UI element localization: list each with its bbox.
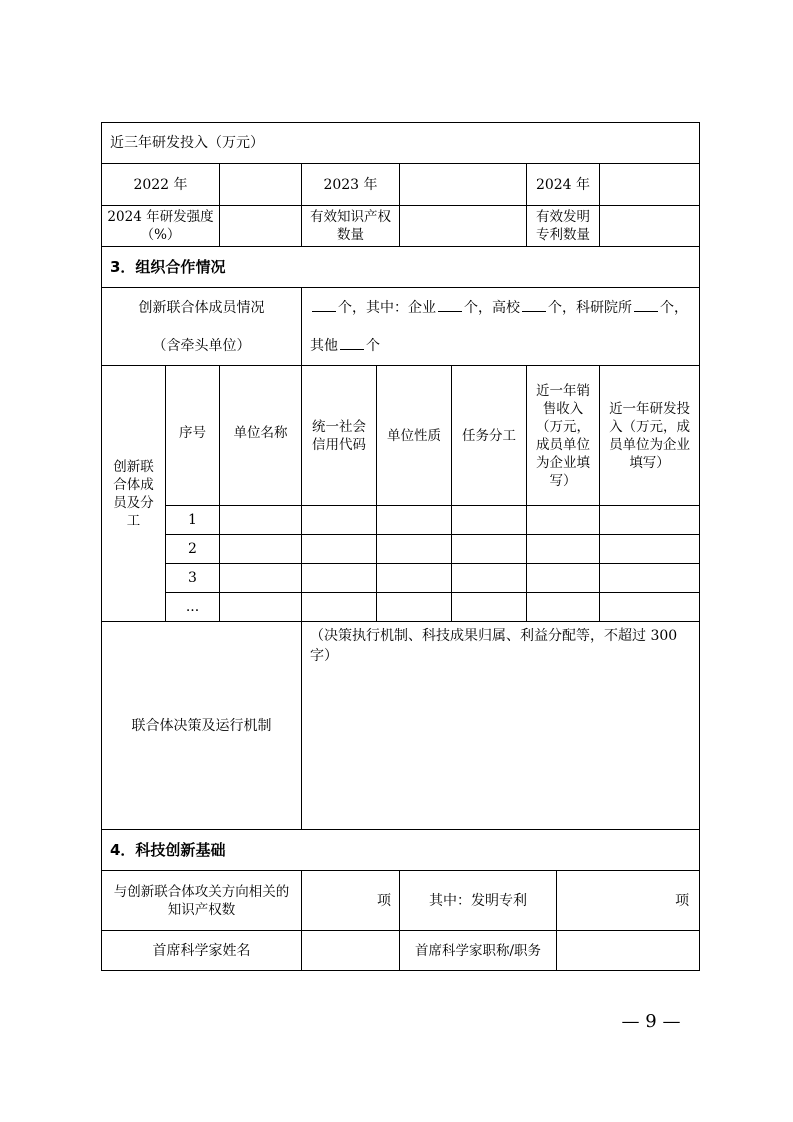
section4-header-row bbox=[102, 830, 700, 871]
year-2024-value[interactable] bbox=[600, 164, 700, 206]
row-seq: 2 bbox=[166, 535, 220, 564]
section3-title: 3．组织合作情况 bbox=[102, 247, 700, 288]
scientist-title-label: 首席科学家职称/职务 bbox=[400, 931, 557, 971]
scientist-name-value[interactable] bbox=[302, 931, 400, 971]
mechanism-row bbox=[102, 622, 700, 830]
year-2022-value[interactable] bbox=[220, 164, 302, 206]
cell-sales[interactable] bbox=[527, 593, 600, 622]
row-seq: ... bbox=[166, 593, 220, 622]
cell-unit-nature[interactable] bbox=[377, 564, 452, 593]
row-seq: 3 bbox=[166, 564, 220, 593]
header-credit-code: 统一社会信用代码 bbox=[302, 366, 377, 506]
related-ip-count-value[interactable] bbox=[302, 871, 400, 931]
rd-metrics-row bbox=[102, 206, 700, 247]
member-unit-comma: 个， bbox=[660, 299, 688, 316]
blank-total[interactable] bbox=[312, 311, 336, 312]
table-row bbox=[102, 506, 700, 535]
division-header-row bbox=[102, 366, 700, 506]
cell-credit-code[interactable] bbox=[302, 564, 377, 593]
header-seq: 序号 bbox=[166, 366, 220, 506]
cell-rd[interactable] bbox=[600, 535, 700, 564]
cell-credit-code[interactable] bbox=[302, 535, 377, 564]
member-info-label-line1: 创新联合体成员情况 bbox=[138, 299, 265, 316]
cell-unit-nature[interactable] bbox=[377, 506, 452, 535]
ip-count-label: 有效知识产权数量 bbox=[302, 206, 400, 247]
member-info-label bbox=[102, 288, 302, 366]
mechanism-text-area[interactable] bbox=[302, 622, 700, 830]
cell-sales[interactable] bbox=[527, 564, 600, 593]
application-form-table bbox=[101, 122, 700, 971]
page-number: — 9 — bbox=[621, 1011, 681, 1032]
cell-task[interactable] bbox=[452, 593, 527, 622]
member-info-label-line2: （含牵头单位） bbox=[152, 337, 251, 354]
table-row bbox=[102, 535, 700, 564]
header-task: 任务分工 bbox=[452, 366, 527, 506]
blank-other[interactable] bbox=[340, 349, 364, 350]
rd-years-row bbox=[102, 164, 700, 206]
year-2023-value[interactable] bbox=[400, 164, 527, 206]
cell-sales[interactable] bbox=[527, 535, 600, 564]
cell-rd[interactable] bbox=[600, 564, 700, 593]
blank-university[interactable] bbox=[522, 311, 546, 312]
related-ip-count-label: 与创新联合体攻关方向相关的知识产权数 bbox=[102, 871, 302, 931]
cell-unit-name[interactable] bbox=[220, 593, 302, 622]
row-seq: 1 bbox=[166, 506, 220, 535]
cell-unit-name[interactable] bbox=[220, 535, 302, 564]
patent-count-label: 有效发明专利数量 bbox=[527, 206, 600, 247]
cell-unit-name[interactable] bbox=[220, 564, 302, 593]
table-row bbox=[102, 593, 700, 622]
member-unit-gaoxiao: 个，高校 bbox=[464, 299, 520, 316]
header-unit-nature: 单位性质 bbox=[377, 366, 452, 506]
patent-count-value[interactable] bbox=[600, 206, 700, 247]
member-info-row bbox=[102, 288, 700, 366]
cell-task[interactable] bbox=[452, 506, 527, 535]
year-2023-label: 2023 年 bbox=[302, 164, 400, 206]
mechanism-label: 联合体决策及运行机制 bbox=[102, 622, 302, 830]
member-unit-keyan: 个，科研院所 bbox=[548, 299, 632, 316]
ip-count-value[interactable] bbox=[400, 206, 527, 247]
cell-rd[interactable] bbox=[600, 593, 700, 622]
section3-header-row bbox=[102, 247, 700, 288]
member-other-label: 其他 bbox=[310, 337, 338, 354]
cell-unit-name[interactable] bbox=[220, 506, 302, 535]
rd-title-row bbox=[102, 123, 700, 164]
scientist-row bbox=[102, 931, 700, 971]
header-unit-name: 单位名称 bbox=[220, 366, 302, 506]
scientist-title-value[interactable] bbox=[557, 931, 700, 971]
header-sales: 近一年销售收入（万元，成员单位为企业填写） bbox=[527, 366, 600, 506]
scientist-name-label: 首席科学家姓名 bbox=[102, 931, 302, 971]
cell-credit-code[interactable] bbox=[302, 593, 377, 622]
cell-unit-nature[interactable] bbox=[377, 535, 452, 564]
cell-credit-code[interactable] bbox=[302, 506, 377, 535]
cell-unit-nature[interactable] bbox=[377, 593, 452, 622]
division-label: 创新联合体成员及分工 bbox=[102, 366, 166, 622]
invention-patent-value[interactable] bbox=[557, 871, 700, 931]
year-2022-label: 2022 年 bbox=[102, 164, 220, 206]
blank-institute[interactable] bbox=[634, 311, 658, 312]
rd-investment-title: 近三年研发投入（万元） bbox=[102, 123, 700, 164]
header-rd: 近一年研发投入（万元，成员单位为企业填写） bbox=[600, 366, 700, 506]
rd-intensity-label: 2024 年研发强度（%） bbox=[102, 206, 220, 247]
section4-title: 4．科技创新基础 bbox=[102, 830, 700, 871]
cell-task[interactable] bbox=[452, 564, 527, 593]
unit-xiang-2: 项 bbox=[675, 892, 690, 909]
cell-rd[interactable] bbox=[600, 506, 700, 535]
member-unit-ge: 个，其中：企业 bbox=[338, 299, 436, 316]
invention-patent-label: 其中：发明专利 bbox=[400, 871, 557, 931]
member-info-desc bbox=[302, 288, 700, 366]
blank-enterprise[interactable] bbox=[438, 311, 462, 312]
unit-xiang: 项 bbox=[377, 892, 391, 909]
year-2024-label: 2024 年 bbox=[527, 164, 600, 206]
mechanism-hint: （决策执行机制、科技成果归属、利益分配等，不超过 300 字） bbox=[310, 628, 678, 664]
rd-intensity-value[interactable] bbox=[220, 206, 302, 247]
member-unit-end: 个 bbox=[366, 337, 380, 354]
cell-sales[interactable] bbox=[527, 506, 600, 535]
ip-count-row bbox=[102, 871, 700, 931]
table-row bbox=[102, 564, 700, 593]
cell-task[interactable] bbox=[452, 535, 527, 564]
